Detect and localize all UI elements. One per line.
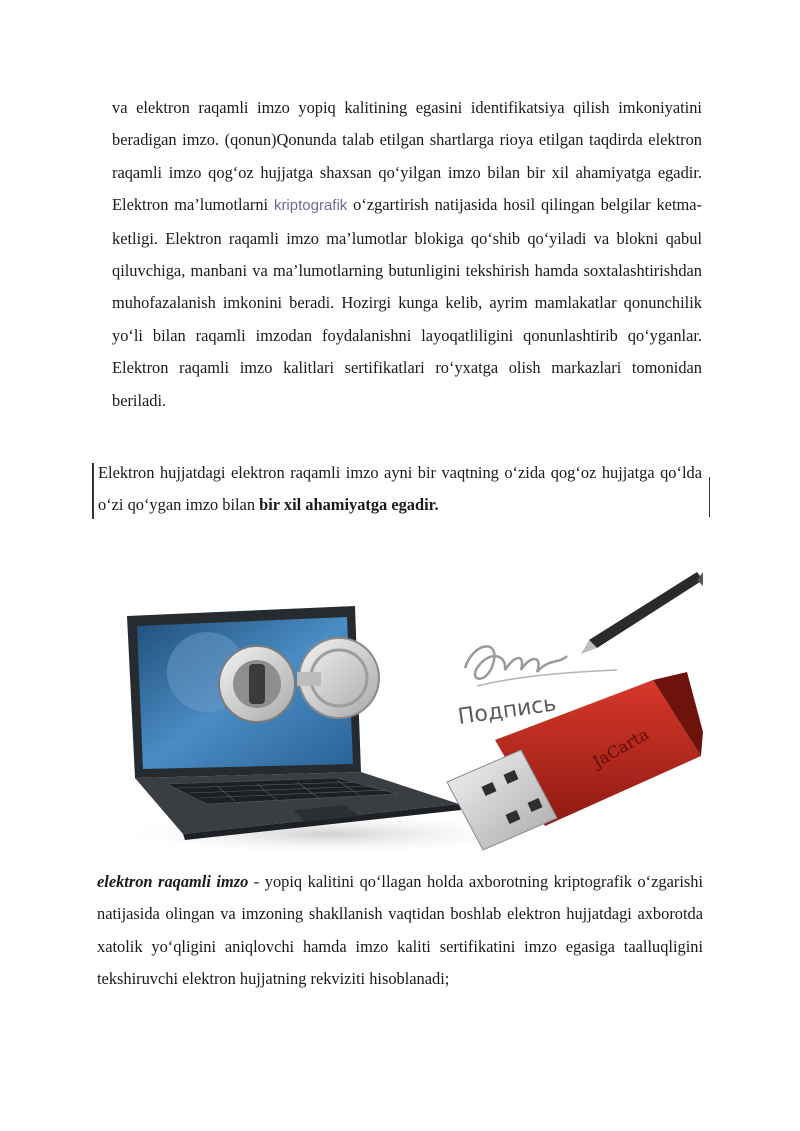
- paragraph-intro: [112, 92, 702, 417]
- definition-text: - yopiq kalitini qo‘llagan holda axborotning kriptografik o‘zgarishi natijasida olingan va imzoning shakllanish vaqtidan boshlab elektron hujjatdagi axborotda xatolik yo‘qligini aniqlovchi hamda imzo kaliti sertifikatini imzo egasiga taalluqligini tekshiruvchi elektron hujjatning rekviziti hisoblanadi;: [97, 872, 703, 989]
- laptop-icon: [127, 606, 461, 840]
- kriptografik-link[interactable]: kriptografik: [273, 197, 348, 215]
- key-icon: [297, 638, 379, 718]
- quote-left-border: [92, 463, 94, 519]
- quote-text-plain: Elektron hujjatdagi elektron raqamli imzo ayni bir vaqtning o‘zida qog‘oz hujjatga qo‘lda o‘zi qo‘ygan imzo bilan: [98, 463, 702, 515]
- token-label: JaCarta: [589, 724, 653, 772]
- illustration-digital-signature: [97, 572, 703, 854]
- definition-term: elektron raqamli imzo: [97, 872, 249, 891]
- usb-token-icon: [447, 672, 703, 850]
- quote-text: [98, 457, 702, 522]
- signature-label: Подпись: [456, 691, 558, 730]
- paragraph-intro-text-b: o‘zgartirish natijasida hosil qilingan belgilar ketma-ketligi. Elektron raqamli imzo ma’lumotlar blokiga qo‘shib qo‘yiladi va blokni qabul qiluvchiga, manbani va ma’lumotlarning butunligini tekshirish hamda soxtalashtirishdan muhofazalanish imkonini beradi. Hozirgi kunga kelib, ayrim mamlakatlar qonunchilik yo‘li bilan raqamli imzodan foydalanishni layoqatliligini qonunlashtirib qo‘yganlar. Elektron raqamli imzo kalitlari sertifikatlari ro‘yxatga olish markazlari tomonidan beriladi.: [112, 195, 702, 410]
- paragraph-definition: [97, 866, 703, 996]
- highlight-quote: [92, 457, 712, 519]
- quote-right-border: [709, 477, 711, 517]
- paragraph-intro-text-a: va elektron raqamli imzo yopiq kalitining egasini identifikatsiya qilish imkoniyatini beradigan imzo. (qonun)Qonunda talab etilgan shartlarga rioya etilgan taqdirda elektron raqamli imzo qog‘oz hujjatga shaxsan qo‘yilgan imzo bilan bir xil ahamiyatga egadir. Elektron ma’lumotlarni: [112, 98, 702, 215]
- pen-icon: [581, 572, 703, 654]
- signature-icon: [465, 646, 617, 686]
- quote-text-bold: bir xil ahamiyatga egadir.: [259, 495, 439, 515]
